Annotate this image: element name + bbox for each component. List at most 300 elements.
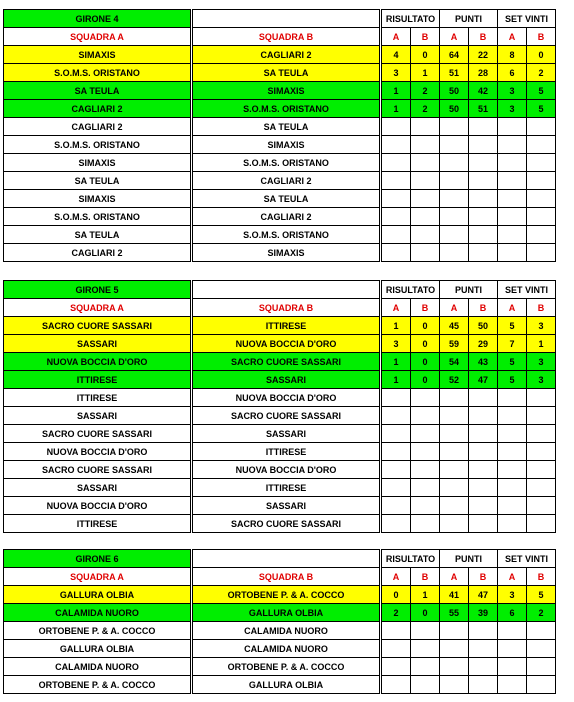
punti-a-cell bbox=[440, 622, 469, 640]
risultato-b-cell bbox=[411, 461, 440, 479]
set-b-cell: 5 bbox=[527, 82, 556, 100]
set-b-cell: 2 bbox=[527, 604, 556, 622]
risultato-b-cell: 1 bbox=[411, 586, 440, 604]
team-b-cell: NUOVA BOCCIA D'ORO bbox=[193, 461, 380, 479]
punti-b-cell bbox=[469, 658, 498, 676]
set-a-cell bbox=[498, 407, 527, 425]
match-row bbox=[4, 64, 556, 82]
punti-a-cell bbox=[440, 190, 469, 208]
group-title: GIRONE 5 bbox=[4, 281, 191, 299]
risultato-a-cell bbox=[382, 640, 411, 658]
punti-b-cell: 39 bbox=[469, 604, 498, 622]
set-b-cell bbox=[527, 389, 556, 407]
risultato-a-cell: 2 bbox=[382, 604, 411, 622]
match-row bbox=[4, 658, 556, 676]
team-a-cell: CAGLIARI 2 bbox=[4, 118, 191, 136]
set-b-cell bbox=[527, 479, 556, 497]
risultato-header: RISULTATO bbox=[382, 281, 440, 299]
team-a-cell: NUOVA BOCCIA D'ORO bbox=[4, 497, 191, 515]
punti-a-cell bbox=[440, 658, 469, 676]
punti-a-cell: 50 bbox=[440, 82, 469, 100]
punti-b-cell bbox=[469, 407, 498, 425]
squadra-a-header: SQUADRA A bbox=[4, 28, 191, 46]
risultato-a-cell bbox=[382, 515, 411, 533]
squadra-b-header: SQUADRA B bbox=[193, 299, 380, 317]
punti-b-cell bbox=[469, 389, 498, 407]
punti-b-cell bbox=[469, 479, 498, 497]
risultato-b-cell: 2 bbox=[411, 82, 440, 100]
punti-header: PUNTI bbox=[440, 10, 498, 28]
team-a-cell: S.O.M.S. ORISTANO bbox=[4, 64, 191, 82]
group-table-6 bbox=[3, 549, 556, 694]
set-a-cell bbox=[498, 226, 527, 244]
team-b-cell: SACRO CUORE SASSARI bbox=[193, 353, 380, 371]
set-b-cell bbox=[527, 136, 556, 154]
punti-b-cell bbox=[469, 136, 498, 154]
match-row bbox=[4, 353, 556, 371]
set-a-cell bbox=[498, 461, 527, 479]
set-b-cell bbox=[527, 676, 556, 694]
team-b-cell: SA TEULA bbox=[193, 64, 380, 82]
match-row bbox=[4, 244, 556, 262]
risultato-a-cell: 1 bbox=[382, 100, 411, 118]
team-b-cell: S.O.M.S. ORISTANO bbox=[193, 100, 380, 118]
punti-a-header: A bbox=[440, 568, 469, 586]
set-b-cell: 0 bbox=[527, 46, 556, 64]
team-a-cell: CALAMIDA NUORO bbox=[4, 604, 191, 622]
punti-b-cell bbox=[469, 226, 498, 244]
risultato-b-cell bbox=[411, 172, 440, 190]
punti-a-cell bbox=[440, 443, 469, 461]
punti-b-cell bbox=[469, 154, 498, 172]
set-a-cell bbox=[498, 172, 527, 190]
set-a-cell bbox=[498, 136, 527, 154]
match-row bbox=[4, 172, 556, 190]
set-b-cell bbox=[527, 407, 556, 425]
risultato-b-cell bbox=[411, 497, 440, 515]
risultato-a-cell: 3 bbox=[382, 64, 411, 82]
risultato-a-cell: 1 bbox=[382, 82, 411, 100]
team-b-cell: SASSARI bbox=[193, 497, 380, 515]
set-b-cell bbox=[527, 154, 556, 172]
group-title: GIRONE 4 bbox=[4, 10, 191, 28]
risultato-b-cell bbox=[411, 389, 440, 407]
set-b-cell bbox=[527, 226, 556, 244]
match-row bbox=[4, 497, 556, 515]
set-b-header: B bbox=[527, 28, 556, 46]
risultato-a-cell bbox=[382, 154, 411, 172]
match-row bbox=[4, 425, 556, 443]
set-b-cell: 5 bbox=[527, 100, 556, 118]
team-b-cell: CAGLIARI 2 bbox=[193, 172, 380, 190]
team-a-cell: GALLURA OLBIA bbox=[4, 586, 191, 604]
risultato-a-header: A bbox=[382, 568, 411, 586]
punti-a-cell bbox=[440, 389, 469, 407]
squadra-a-header: SQUADRA A bbox=[4, 299, 191, 317]
risultato-a-cell bbox=[382, 118, 411, 136]
team-a-cell: NUOVA BOCCIA D'ORO bbox=[4, 443, 191, 461]
team-b-cell: GALLURA OLBIA bbox=[193, 604, 380, 622]
set-a-cell: 6 bbox=[498, 64, 527, 82]
punti-b-cell bbox=[469, 497, 498, 515]
team-a-cell: ITTIRESE bbox=[4, 515, 191, 533]
match-row bbox=[4, 136, 556, 154]
team-b-cell: ORTOBENE P. & A. COCCO bbox=[193, 658, 380, 676]
risultato-b-header: B bbox=[411, 299, 440, 317]
set-a-cell: 5 bbox=[498, 353, 527, 371]
set-a-cell bbox=[498, 479, 527, 497]
punti-a-cell bbox=[440, 208, 469, 226]
risultato-a-cell bbox=[382, 244, 411, 262]
risultato-a-cell bbox=[382, 425, 411, 443]
punti-a-cell bbox=[440, 497, 469, 515]
risultato-a-cell bbox=[382, 676, 411, 694]
team-a-cell: SACRO CUORE SASSARI bbox=[4, 461, 191, 479]
team-a-cell: SA TEULA bbox=[4, 172, 191, 190]
team-b-cell: SIMAXIS bbox=[193, 244, 380, 262]
set-a-header: A bbox=[498, 28, 527, 46]
risultato-a-cell bbox=[382, 622, 411, 640]
match-row bbox=[4, 190, 556, 208]
punti-a-cell bbox=[440, 154, 469, 172]
set-b-cell bbox=[527, 443, 556, 461]
punti-a-cell: 45 bbox=[440, 317, 469, 335]
punti-a-cell: 54 bbox=[440, 353, 469, 371]
team-b-cell: SASSARI bbox=[193, 371, 380, 389]
risultato-a-cell bbox=[382, 443, 411, 461]
team-b-cell: SA TEULA bbox=[193, 118, 380, 136]
match-row bbox=[4, 640, 556, 658]
team-b-cell: SASSARI bbox=[193, 425, 380, 443]
punti-a-cell bbox=[440, 515, 469, 533]
risultato-a-cell: 3 bbox=[382, 335, 411, 353]
punti-header: PUNTI bbox=[440, 281, 498, 299]
match-row bbox=[4, 604, 556, 622]
team-b-cell: S.O.M.S. ORISTANO bbox=[193, 226, 380, 244]
punti-b-cell: 42 bbox=[469, 82, 498, 100]
set-b-cell bbox=[527, 208, 556, 226]
punti-a-cell bbox=[440, 172, 469, 190]
risultato-b-cell bbox=[411, 244, 440, 262]
team-b-cell: ITTIRESE bbox=[193, 443, 380, 461]
team-b-cell: S.O.M.S. ORISTANO bbox=[193, 154, 380, 172]
set-a-cell: 6 bbox=[498, 604, 527, 622]
team-a-cell: SACRO CUORE SASSARI bbox=[4, 425, 191, 443]
team-a-cell: ITTIRESE bbox=[4, 389, 191, 407]
column-header-row bbox=[4, 299, 556, 317]
risultato-b-cell: 0 bbox=[411, 46, 440, 64]
risultato-b-cell bbox=[411, 425, 440, 443]
punti-b-cell bbox=[469, 515, 498, 533]
risultato-b-cell bbox=[411, 208, 440, 226]
team-b-cell: NUOVA BOCCIA D'ORO bbox=[193, 335, 380, 353]
match-row bbox=[4, 118, 556, 136]
match-row bbox=[4, 317, 556, 335]
risultato-b-cell: 0 bbox=[411, 317, 440, 335]
column-header-row bbox=[4, 568, 556, 586]
punti-b-cell bbox=[469, 244, 498, 262]
set-vinti-header: SET VINTI bbox=[498, 550, 556, 568]
punti-b-cell: 50 bbox=[469, 317, 498, 335]
team-b-cell: CAGLIARI 2 bbox=[193, 46, 380, 64]
risultato-b-header: B bbox=[411, 568, 440, 586]
risultato-b-cell: 1 bbox=[411, 64, 440, 82]
group-title: GIRONE 6 bbox=[4, 550, 191, 568]
set-a-cell bbox=[498, 118, 527, 136]
team-a-cell: CALAMIDA NUORO bbox=[4, 658, 191, 676]
team-b-cell: NUOVA BOCCIA D'ORO bbox=[193, 389, 380, 407]
set-a-header: A bbox=[498, 568, 527, 586]
match-row bbox=[4, 100, 556, 118]
punti-a-cell: 55 bbox=[440, 604, 469, 622]
team-a-cell: S.O.M.S. ORISTANO bbox=[4, 208, 191, 226]
match-row bbox=[4, 371, 556, 389]
set-a-cell bbox=[498, 190, 527, 208]
punti-b-cell: 43 bbox=[469, 353, 498, 371]
risultato-a-cell bbox=[382, 172, 411, 190]
set-b-cell: 3 bbox=[527, 371, 556, 389]
team-a-cell: SIMAXIS bbox=[4, 154, 191, 172]
set-b-header: B bbox=[527, 568, 556, 586]
risultato-b-cell bbox=[411, 640, 440, 658]
risultato-a-cell: 0 bbox=[382, 586, 411, 604]
match-row bbox=[4, 622, 556, 640]
team-a-cell: ORTOBENE P. & A. COCCO bbox=[4, 622, 191, 640]
risultato-b-cell bbox=[411, 479, 440, 497]
team-a-cell: SA TEULA bbox=[4, 82, 191, 100]
punti-b-cell bbox=[469, 640, 498, 658]
set-a-cell: 5 bbox=[498, 317, 527, 335]
risultato-b-cell: 0 bbox=[411, 604, 440, 622]
team-b-cell: CALAMIDA NUORO bbox=[193, 622, 380, 640]
match-row bbox=[4, 515, 556, 533]
punti-b-cell bbox=[469, 118, 498, 136]
punti-header: PUNTI bbox=[440, 550, 498, 568]
punti-a-cell bbox=[440, 461, 469, 479]
punti-a-cell: 51 bbox=[440, 64, 469, 82]
set-b-cell: 3 bbox=[527, 317, 556, 335]
punti-b-cell: 29 bbox=[469, 335, 498, 353]
risultato-b-cell: 0 bbox=[411, 371, 440, 389]
group-title-row bbox=[4, 281, 556, 299]
team-a-cell: S.O.M.S. ORISTANO bbox=[4, 136, 191, 154]
punti-b-cell bbox=[469, 622, 498, 640]
risultato-b-cell: 0 bbox=[411, 335, 440, 353]
risultato-header: RISULTATO bbox=[382, 10, 440, 28]
punti-b-cell: 51 bbox=[469, 100, 498, 118]
set-b-cell bbox=[527, 461, 556, 479]
punti-b-header: B bbox=[469, 568, 498, 586]
punti-b-cell bbox=[469, 425, 498, 443]
risultato-a-header: A bbox=[382, 28, 411, 46]
team-a-cell: CAGLIARI 2 bbox=[4, 244, 191, 262]
punti-a-cell bbox=[440, 244, 469, 262]
group-table-5 bbox=[3, 280, 556, 533]
punti-a-cell: 52 bbox=[440, 371, 469, 389]
team-b-cell: ITTIRESE bbox=[193, 479, 380, 497]
punti-b-cell bbox=[469, 461, 498, 479]
set-b-cell bbox=[527, 497, 556, 515]
set-a-cell bbox=[498, 154, 527, 172]
risultato-a-cell bbox=[382, 136, 411, 154]
match-row bbox=[4, 208, 556, 226]
set-b-cell bbox=[527, 658, 556, 676]
set-a-cell bbox=[498, 676, 527, 694]
set-b-cell bbox=[527, 172, 556, 190]
punti-a-cell bbox=[440, 425, 469, 443]
risultato-a-cell bbox=[382, 479, 411, 497]
punti-b-cell: 28 bbox=[469, 64, 498, 82]
team-a-cell: SASSARI bbox=[4, 479, 191, 497]
punti-a-header: A bbox=[440, 28, 469, 46]
risultato-a-cell bbox=[382, 407, 411, 425]
set-b-cell bbox=[527, 425, 556, 443]
match-row bbox=[4, 407, 556, 425]
set-a-cell: 3 bbox=[498, 100, 527, 118]
risultato-b-cell bbox=[411, 118, 440, 136]
match-row bbox=[4, 82, 556, 100]
set-a-cell bbox=[498, 658, 527, 676]
risultato-header: RISULTATO bbox=[382, 550, 440, 568]
team-b-cell: SACRO CUORE SASSARI bbox=[193, 515, 380, 533]
risultato-a-cell: 1 bbox=[382, 371, 411, 389]
set-b-cell bbox=[527, 640, 556, 658]
match-row bbox=[4, 154, 556, 172]
set-a-cell: 3 bbox=[498, 82, 527, 100]
team-a-cell: SIMAXIS bbox=[4, 190, 191, 208]
set-b-cell bbox=[527, 622, 556, 640]
set-a-cell bbox=[498, 425, 527, 443]
match-row bbox=[4, 389, 556, 407]
risultato-b-cell bbox=[411, 136, 440, 154]
team-a-cell: SACRO CUORE SASSARI bbox=[4, 317, 191, 335]
punti-b-cell bbox=[469, 172, 498, 190]
risultato-a-cell: 1 bbox=[382, 317, 411, 335]
punti-b-cell: 47 bbox=[469, 586, 498, 604]
team-a-cell: SASSARI bbox=[4, 407, 191, 425]
punti-b-cell bbox=[469, 443, 498, 461]
group-table-4 bbox=[3, 9, 556, 262]
risultato-b-cell bbox=[411, 443, 440, 461]
team-b-cell: GALLURA OLBIA bbox=[193, 676, 380, 694]
punti-a-cell bbox=[440, 118, 469, 136]
set-b-cell bbox=[527, 244, 556, 262]
punti-a-cell bbox=[440, 640, 469, 658]
set-b-cell bbox=[527, 190, 556, 208]
group-title-row bbox=[4, 550, 556, 568]
set-vinti-header: SET VINTI bbox=[498, 10, 556, 28]
set-a-cell: 5 bbox=[498, 371, 527, 389]
risultato-b-cell bbox=[411, 622, 440, 640]
match-row bbox=[4, 461, 556, 479]
set-a-cell bbox=[498, 622, 527, 640]
set-a-cell bbox=[498, 640, 527, 658]
set-b-cell: 2 bbox=[527, 64, 556, 82]
punti-b-cell bbox=[469, 190, 498, 208]
punti-a-cell bbox=[440, 479, 469, 497]
risultato-b-cell bbox=[411, 190, 440, 208]
team-b-cell: ITTIRESE bbox=[193, 317, 380, 335]
team-b-cell: SIMAXIS bbox=[193, 136, 380, 154]
set-b-cell bbox=[527, 118, 556, 136]
set-a-cell bbox=[498, 208, 527, 226]
punti-a-cell: 41 bbox=[440, 586, 469, 604]
team-b-cell: SIMAXIS bbox=[193, 82, 380, 100]
column-header-row bbox=[4, 28, 556, 46]
risultato-a-cell bbox=[382, 497, 411, 515]
risultato-a-cell bbox=[382, 190, 411, 208]
punti-b-cell bbox=[469, 208, 498, 226]
risultato-b-cell: 2 bbox=[411, 100, 440, 118]
set-b-cell: 1 bbox=[527, 335, 556, 353]
risultato-a-cell bbox=[382, 208, 411, 226]
risultato-b-cell bbox=[411, 676, 440, 694]
set-a-cell bbox=[498, 389, 527, 407]
match-row bbox=[4, 226, 556, 244]
risultato-b-cell bbox=[411, 658, 440, 676]
set-a-cell: 7 bbox=[498, 335, 527, 353]
team-b-cell: SA TEULA bbox=[193, 190, 380, 208]
punti-a-cell bbox=[440, 407, 469, 425]
set-a-cell bbox=[498, 443, 527, 461]
punti-a-header: A bbox=[440, 299, 469, 317]
set-a-cell: 3 bbox=[498, 586, 527, 604]
set-a-header: A bbox=[498, 299, 527, 317]
punti-a-cell: 64 bbox=[440, 46, 469, 64]
risultato-a-header: A bbox=[382, 299, 411, 317]
team-a-cell: NUOVA BOCCIA D'ORO bbox=[4, 353, 191, 371]
team-a-cell: SIMAXIS bbox=[4, 46, 191, 64]
punti-b-header: B bbox=[469, 299, 498, 317]
set-a-cell bbox=[498, 244, 527, 262]
punti-a-cell bbox=[440, 676, 469, 694]
squadra-b-header: SQUADRA B bbox=[193, 568, 380, 586]
set-b-cell: 5 bbox=[527, 586, 556, 604]
risultato-b-cell bbox=[411, 226, 440, 244]
team-b-cell: CALAMIDA NUORO bbox=[193, 640, 380, 658]
risultato-a-cell bbox=[382, 461, 411, 479]
set-b-header: B bbox=[527, 299, 556, 317]
punti-b-cell: 22 bbox=[469, 46, 498, 64]
team-a-cell: SA TEULA bbox=[4, 226, 191, 244]
risultato-a-cell bbox=[382, 389, 411, 407]
match-row bbox=[4, 676, 556, 694]
group-title-row bbox=[4, 10, 556, 28]
team-b-cell: SACRO CUORE SASSARI bbox=[193, 407, 380, 425]
punti-b-header: B bbox=[469, 28, 498, 46]
risultato-b-cell bbox=[411, 154, 440, 172]
team-b-cell: CAGLIARI 2 bbox=[193, 208, 380, 226]
punti-a-cell bbox=[440, 226, 469, 244]
risultato-b-cell bbox=[411, 407, 440, 425]
set-a-cell bbox=[498, 497, 527, 515]
team-a-cell: GALLURA OLBIA bbox=[4, 640, 191, 658]
match-row bbox=[4, 479, 556, 497]
punti-b-cell: 47 bbox=[469, 371, 498, 389]
set-vinti-header: SET VINTI bbox=[498, 281, 556, 299]
punti-a-cell: 59 bbox=[440, 335, 469, 353]
risultato-a-cell bbox=[382, 226, 411, 244]
punti-b-cell bbox=[469, 676, 498, 694]
squadra-a-header: SQUADRA A bbox=[4, 568, 191, 586]
set-b-cell: 3 bbox=[527, 353, 556, 371]
team-a-cell: CAGLIARI 2 bbox=[4, 100, 191, 118]
risultato-b-cell: 0 bbox=[411, 353, 440, 371]
punti-a-cell: 50 bbox=[440, 100, 469, 118]
set-a-cell: 8 bbox=[498, 46, 527, 64]
punti-a-cell bbox=[440, 136, 469, 154]
match-row bbox=[4, 46, 556, 64]
